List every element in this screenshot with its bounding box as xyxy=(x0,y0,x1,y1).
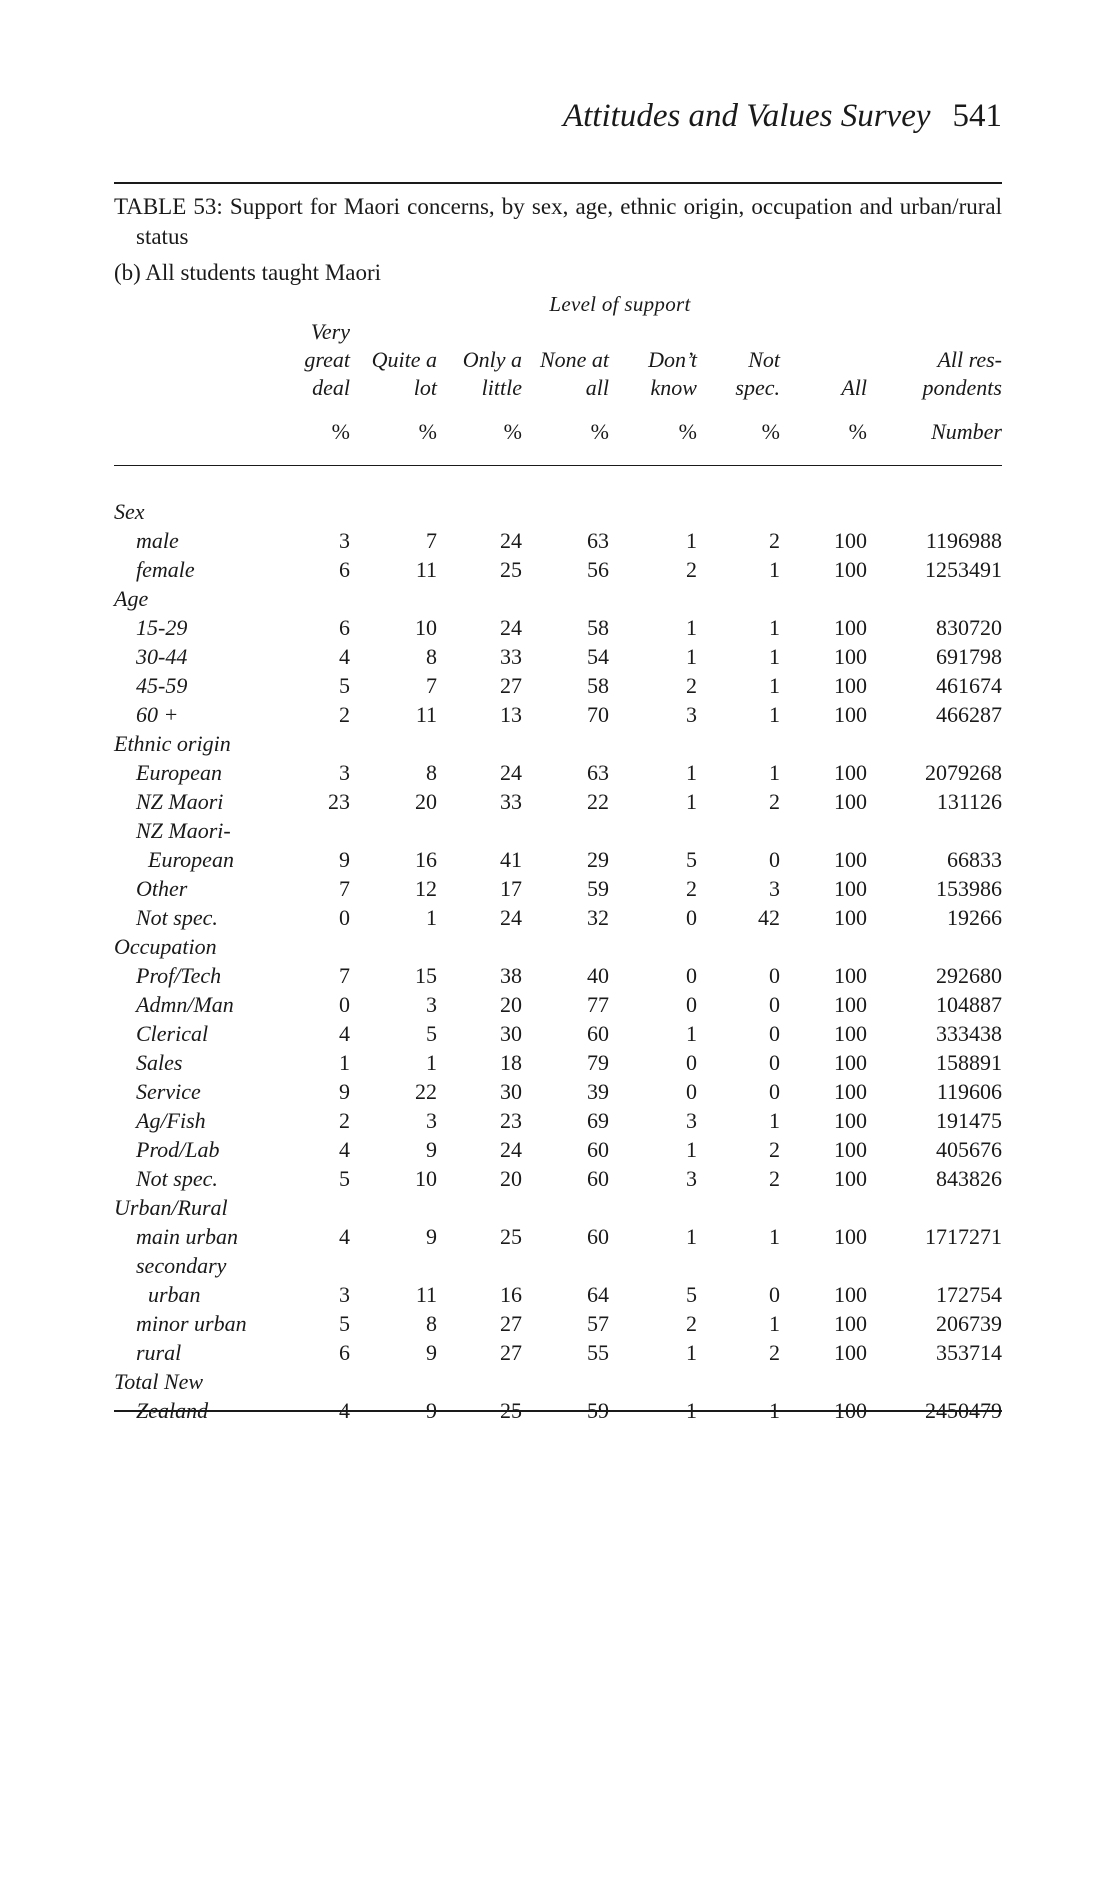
table-cell: 100 xyxy=(834,615,867,640)
table-cell: 1 xyxy=(769,673,780,698)
table-cell: 0 xyxy=(686,992,697,1017)
table-cell: 1 xyxy=(339,1050,350,1075)
row-label: Admn/Man xyxy=(136,992,234,1017)
table-cell: 1 xyxy=(686,1398,697,1423)
row-label: Clerical xyxy=(136,1021,209,1046)
table-cell: 59 xyxy=(587,876,609,901)
row-label: Prof/Tech xyxy=(136,963,222,988)
table-cell: 466287 xyxy=(936,702,1002,727)
table-cell: 2 xyxy=(339,702,350,727)
table-cell: 3 xyxy=(339,528,350,553)
table-cell: 153986 xyxy=(936,876,1002,901)
table-cell: 1 xyxy=(686,528,697,553)
table-cell: 1 xyxy=(426,1050,437,1075)
group-label: Total New xyxy=(114,1369,204,1394)
table-cell: 0 xyxy=(769,963,780,988)
table-cell: 0 xyxy=(686,1050,697,1075)
column-header-line: Quite a xyxy=(371,347,437,372)
table-cell: 100 xyxy=(834,992,867,1017)
table-cell: 11 xyxy=(415,557,437,582)
table-row xyxy=(114,758,1002,787)
row-label: Ag/Fish xyxy=(136,1108,206,1133)
table-cell: 0 xyxy=(769,1079,780,1104)
table-cell: 1 xyxy=(686,760,697,785)
table-group-row xyxy=(114,1367,1002,1396)
table-cell: 22 xyxy=(587,789,609,814)
table-cell: 60 xyxy=(587,1021,609,1046)
column-unit-6: % xyxy=(761,419,780,444)
table-cell: 0 xyxy=(769,1021,780,1046)
table-cell: 191475 xyxy=(936,1108,1002,1133)
row-label: Other xyxy=(136,876,188,901)
running-head-title: Attitudes and Values Survey xyxy=(562,98,931,134)
table-cell: 0 xyxy=(769,847,780,872)
table-cell: 1 xyxy=(686,1340,697,1365)
table-cell: 66833 xyxy=(947,847,1002,872)
table-cell: 100 xyxy=(834,847,867,872)
table-cell: 100 xyxy=(834,1137,867,1162)
table-row xyxy=(114,787,1002,816)
table-cell: 100 xyxy=(834,1398,867,1423)
table-cell: 353714 xyxy=(936,1340,1002,1365)
table-cell: 39 xyxy=(587,1079,609,1104)
column-header-7 xyxy=(841,374,867,402)
table-row xyxy=(114,1077,1002,1106)
table-cell: 1 xyxy=(769,1224,780,1249)
table-cell: 5 xyxy=(686,847,697,872)
table-cell: 25 xyxy=(500,1398,522,1423)
table-cell: 3 xyxy=(769,876,780,901)
table-cell: 16 xyxy=(500,1282,522,1307)
table-cell: 58 xyxy=(587,673,609,698)
table-cell: 22 xyxy=(415,1079,437,1104)
table-cell: 1 xyxy=(769,760,780,785)
table-cell: 59 xyxy=(587,1398,609,1423)
table-row xyxy=(114,1309,1002,1338)
row-label: 60 + xyxy=(136,702,179,727)
table-cell: 206739 xyxy=(936,1311,1002,1336)
column-header-line: Don’t xyxy=(648,347,697,372)
table-cell: 63 xyxy=(587,528,609,553)
column-header-line: Very xyxy=(310,319,350,344)
table-cell: 100 xyxy=(834,702,867,727)
table-cell: 4 xyxy=(339,1224,350,1249)
table-cell: 2 xyxy=(686,557,697,582)
table-cell: 3 xyxy=(426,992,437,1017)
table-cell: 0 xyxy=(686,963,697,988)
table-cell: 40 xyxy=(587,963,609,988)
row-label: Service xyxy=(136,1079,201,1104)
table-cell: 32 xyxy=(587,905,609,930)
table-cell: 1 xyxy=(769,557,780,582)
table-cell: 33 xyxy=(500,789,522,814)
table-group-row xyxy=(114,1193,1002,1222)
table-row xyxy=(114,1280,1002,1309)
table-cell: 1717271 xyxy=(925,1224,1002,1249)
bottom-rule xyxy=(114,1410,1002,1412)
table-cell: 7 xyxy=(426,673,437,698)
table-row xyxy=(114,990,1002,1019)
table-row xyxy=(114,526,1002,555)
table-cell: 15 xyxy=(415,963,437,988)
table-cell: 5 xyxy=(339,1311,350,1336)
table-cell: 1 xyxy=(426,905,437,930)
table-cell: 4 xyxy=(339,1021,350,1046)
table-cell: 1 xyxy=(769,1398,780,1423)
column-header-5 xyxy=(648,346,697,402)
table-cell: 9 xyxy=(426,1340,437,1365)
table-row xyxy=(114,816,1002,845)
column-header-3 xyxy=(463,346,522,402)
page-number: 541 xyxy=(952,98,1002,134)
table-cell: 3 xyxy=(686,1108,697,1133)
table-cell: 131126 xyxy=(936,789,1002,814)
table-cell: 29 xyxy=(587,847,609,872)
row-label: Not spec. xyxy=(136,905,218,930)
table-cell: 2 xyxy=(686,673,697,698)
table-cell: 1 xyxy=(686,615,697,640)
row-label: Not spec. xyxy=(136,1166,218,1191)
table-row xyxy=(114,845,1002,874)
table-cell: 4 xyxy=(339,644,350,669)
table-cell: 57 xyxy=(587,1311,609,1336)
table-cell: 1 xyxy=(769,1311,780,1336)
column-unit-4: % xyxy=(590,419,609,444)
table-caption-text: TABLE 53: Support for Maori concerns, by sex, age, ethnic origin, occupation and urban/rural status xyxy=(114,194,1002,249)
table-cell: 24 xyxy=(500,1137,522,1162)
table-cell: 13 xyxy=(500,702,522,727)
table-cell: 100 xyxy=(834,1050,867,1075)
table-row xyxy=(114,1164,1002,1193)
column-header-8 xyxy=(923,346,1002,402)
table-cell: 0 xyxy=(769,992,780,1017)
table-cell: 3 xyxy=(686,702,697,727)
row-label: 30-44 xyxy=(136,644,188,669)
table-cell: 2 xyxy=(769,1137,780,1162)
row-label: urban xyxy=(148,1282,201,1307)
group-label: Occupation xyxy=(114,934,217,959)
table-row xyxy=(114,700,1002,729)
table-cell: 60 xyxy=(587,1224,609,1249)
column-header-line: spec. xyxy=(735,375,780,400)
table-cell: 9 xyxy=(426,1398,437,1423)
table-cell: 10 xyxy=(415,615,437,640)
table-cell: 172754 xyxy=(936,1282,1002,1307)
table-cell: 24 xyxy=(500,528,522,553)
table-cell: 1 xyxy=(769,1108,780,1133)
table-cell: 100 xyxy=(834,1108,867,1133)
table-cell: 7 xyxy=(426,528,437,553)
table-cell: 0 xyxy=(686,905,697,930)
table-cell: 1253491 xyxy=(925,557,1002,582)
table-cell: 8 xyxy=(426,760,437,785)
table-cell: 38 xyxy=(500,963,522,988)
table-cell: 25 xyxy=(500,1224,522,1249)
row-label: European xyxy=(148,847,234,872)
table-cell: 1 xyxy=(769,702,780,727)
table-row xyxy=(114,961,1002,990)
table-cell: 100 xyxy=(834,673,867,698)
table-cell: 27 xyxy=(500,673,522,698)
table-cell: 19266 xyxy=(947,905,1002,930)
table-cell: 2 xyxy=(769,1166,780,1191)
table-cell: 2450479 xyxy=(925,1398,1002,1423)
table-group-row xyxy=(114,932,1002,961)
column-header-line: All xyxy=(841,375,867,400)
table-row xyxy=(114,642,1002,671)
row-label: Prod/Lab xyxy=(136,1137,220,1162)
table-cell: 8 xyxy=(426,644,437,669)
table-cell: 4 xyxy=(339,1398,350,1423)
column-header-line: know xyxy=(650,375,697,400)
table-cell: 8 xyxy=(426,1311,437,1336)
column-header-line: All res- xyxy=(937,347,1002,372)
row-label: main urban xyxy=(136,1224,239,1249)
table-cell: 100 xyxy=(834,1079,867,1104)
table-cell: 1 xyxy=(769,615,780,640)
table-cell: 18 xyxy=(500,1050,522,1075)
table-cell: 3 xyxy=(339,760,350,785)
row-label: 45-59 xyxy=(136,673,188,698)
column-unit-8: Number xyxy=(931,419,1002,444)
table-cell: 2 xyxy=(686,876,697,901)
table-row xyxy=(114,1251,1002,1280)
table-cell: 0 xyxy=(339,992,350,1017)
column-header-2 xyxy=(372,346,437,402)
table-cell: 119606 xyxy=(936,1079,1002,1104)
column-unit-7: % xyxy=(848,419,867,444)
row-label: European xyxy=(136,760,222,785)
table-cell: 7 xyxy=(339,963,350,988)
table-cell: 100 xyxy=(834,644,867,669)
column-header-line: lot xyxy=(413,375,437,400)
group-label: Sex xyxy=(114,499,145,524)
table-row xyxy=(114,874,1002,903)
table-group-row xyxy=(114,584,1002,613)
table-cell: 60 xyxy=(587,1137,609,1162)
table-cell: 5 xyxy=(339,1166,350,1191)
table-cell: 2 xyxy=(769,789,780,814)
table-cell: 1 xyxy=(769,644,780,669)
table-cell: 11 xyxy=(415,702,437,727)
table-cell: 1 xyxy=(686,1224,697,1249)
table-cell: 3 xyxy=(426,1108,437,1133)
table-cell: 9 xyxy=(339,847,350,872)
row-label: Zealand xyxy=(136,1398,209,1423)
table-cell: 100 xyxy=(834,905,867,930)
table-row xyxy=(114,555,1002,584)
table-cell: 0 xyxy=(339,905,350,930)
table-cell: 6 xyxy=(339,1340,350,1365)
table-cell: 79 xyxy=(587,1050,609,1075)
table-cell: 69 xyxy=(587,1108,609,1133)
row-label: 15-29 xyxy=(136,615,188,640)
table-group-row xyxy=(114,497,1002,526)
table-cell: 20 xyxy=(500,992,522,1017)
table-cell: 691798 xyxy=(936,644,1002,669)
table-cell: 27 xyxy=(500,1311,522,1336)
table-cell: 461674 xyxy=(936,673,1002,698)
table-cell: 830720 xyxy=(936,615,1002,640)
table-cell: 100 xyxy=(834,963,867,988)
top-rule xyxy=(114,182,1002,184)
row-label: secondary xyxy=(136,1253,227,1278)
group-label: Urban/Rural xyxy=(114,1195,228,1220)
column-header-line: all xyxy=(585,375,609,400)
table-cell: 292680 xyxy=(936,963,1002,988)
table-cell: 100 xyxy=(834,789,867,814)
table-cell: 7 xyxy=(339,876,350,901)
table-row xyxy=(114,1222,1002,1251)
table-cell: 63 xyxy=(587,760,609,785)
table-row xyxy=(114,671,1002,700)
row-label: rural xyxy=(136,1340,182,1365)
table-cell: 6 xyxy=(339,557,350,582)
table-cell: 55 xyxy=(587,1340,609,1365)
column-unit-5: % xyxy=(678,419,697,444)
table-cell: 100 xyxy=(834,1340,867,1365)
table-cell: 100 xyxy=(834,557,867,582)
header-rule xyxy=(114,465,1002,466)
column-header-line: great xyxy=(304,347,350,372)
table-cell: 10 xyxy=(415,1166,437,1191)
table-cell: 333438 xyxy=(936,1021,1002,1046)
table-cell: 2 xyxy=(339,1108,350,1133)
table-cell: 1196988 xyxy=(925,528,1002,553)
table-cell: 9 xyxy=(426,1224,437,1249)
table-cell: 100 xyxy=(834,1224,867,1249)
table-cell: 5 xyxy=(339,673,350,698)
table-row xyxy=(114,903,1002,932)
table-cell: 27 xyxy=(500,1340,522,1365)
table-cell: 100 xyxy=(834,1282,867,1307)
level-of-support-heading: Level of support xyxy=(549,292,691,316)
table-subtitle: (b) All students taught Maori xyxy=(114,260,382,285)
table-cell: 42 xyxy=(758,905,780,930)
table-cell: 0 xyxy=(686,1079,697,1104)
column-unit-1: % xyxy=(331,419,350,444)
column-unit-3: % xyxy=(503,419,522,444)
table-row xyxy=(114,1048,1002,1077)
table-group-row xyxy=(114,729,1002,758)
table-cell: 2 xyxy=(769,1340,780,1365)
table-cell: 104887 xyxy=(936,992,1002,1017)
table-row xyxy=(114,1106,1002,1135)
group-label: Age xyxy=(114,586,149,611)
table-cell: 24 xyxy=(500,760,522,785)
column-header-1 xyxy=(304,318,350,402)
table-caption xyxy=(114,192,1002,252)
group-label: Ethnic origin xyxy=(114,731,231,756)
table-cell: 100 xyxy=(834,528,867,553)
table-row xyxy=(114,1135,1002,1164)
table-cell: 23 xyxy=(328,789,350,814)
table-cell: 9 xyxy=(339,1079,350,1104)
table-cell: 58 xyxy=(587,615,609,640)
table-cell: 24 xyxy=(500,905,522,930)
row-label: NZ Maori xyxy=(136,789,224,814)
table-cell: 56 xyxy=(587,557,609,582)
table-row xyxy=(114,613,1002,642)
table-cell: 0 xyxy=(769,1050,780,1075)
table-cell: 1 xyxy=(686,644,697,669)
table-cell: 20 xyxy=(415,789,437,814)
column-header-4 xyxy=(540,346,609,402)
table-cell: 70 xyxy=(587,702,609,727)
table-cell: 54 xyxy=(587,644,609,669)
column-header-6 xyxy=(735,346,780,402)
table-cell: 1 xyxy=(686,1137,697,1162)
table-cell: 1 xyxy=(686,1021,697,1046)
table-cell: 5 xyxy=(426,1021,437,1046)
column-header-line: little xyxy=(481,375,522,400)
table-cell: 2079268 xyxy=(925,760,1002,785)
table-row xyxy=(114,1019,1002,1048)
table-cell: 60 xyxy=(587,1166,609,1191)
column-header-line: None at xyxy=(539,347,609,372)
row-label: female xyxy=(136,557,195,582)
table-cell: 64 xyxy=(587,1282,609,1307)
row-label: minor urban xyxy=(136,1311,247,1336)
table-cell: 4 xyxy=(339,1137,350,1162)
table-cell: 1 xyxy=(686,789,697,814)
table-cell: 3 xyxy=(686,1166,697,1191)
table-cell: 5 xyxy=(686,1282,697,1307)
table-cell: 158891 xyxy=(936,1050,1002,1075)
column-header-line: Only a xyxy=(462,347,522,372)
row-label: male xyxy=(136,528,179,553)
table-cell: 2 xyxy=(769,528,780,553)
table-cell: 0 xyxy=(769,1282,780,1307)
table-cell: 6 xyxy=(339,615,350,640)
table-cell: 2 xyxy=(686,1311,697,1336)
table-cell: 20 xyxy=(500,1166,522,1191)
table-cell: 16 xyxy=(415,847,437,872)
row-label: NZ Maori- xyxy=(136,818,231,843)
table-cell: 24 xyxy=(500,615,522,640)
table-cell: 100 xyxy=(834,760,867,785)
table-cell: 843826 xyxy=(936,1166,1002,1191)
column-header-line: Not xyxy=(748,347,780,372)
table-cell: 100 xyxy=(834,1311,867,1336)
column-unit-2: % xyxy=(418,419,437,444)
table-cell: 30 xyxy=(500,1021,522,1046)
column-header-line: deal xyxy=(312,375,350,400)
table-cell: 405676 xyxy=(936,1137,1002,1162)
row-label: Sales xyxy=(136,1050,183,1075)
table-cell: 23 xyxy=(500,1108,522,1133)
column-header-line: pondents xyxy=(922,375,1002,400)
table-cell: 3 xyxy=(339,1282,350,1307)
table-cell: 17 xyxy=(500,876,522,901)
table-cell: 12 xyxy=(415,876,437,901)
table-row xyxy=(114,1338,1002,1367)
table-cell: 100 xyxy=(834,1021,867,1046)
table-cell: 100 xyxy=(834,1166,867,1191)
table-cell: 33 xyxy=(500,644,522,669)
running-head xyxy=(114,96,1002,136)
table-cell: 77 xyxy=(587,992,609,1017)
table-cell: 25 xyxy=(500,557,522,582)
table-cell: 9 xyxy=(426,1137,437,1162)
table-cell: 41 xyxy=(500,847,522,872)
table-cell: 11 xyxy=(415,1282,437,1307)
table-cell: 30 xyxy=(500,1079,522,1104)
table-cell: 100 xyxy=(834,876,867,901)
